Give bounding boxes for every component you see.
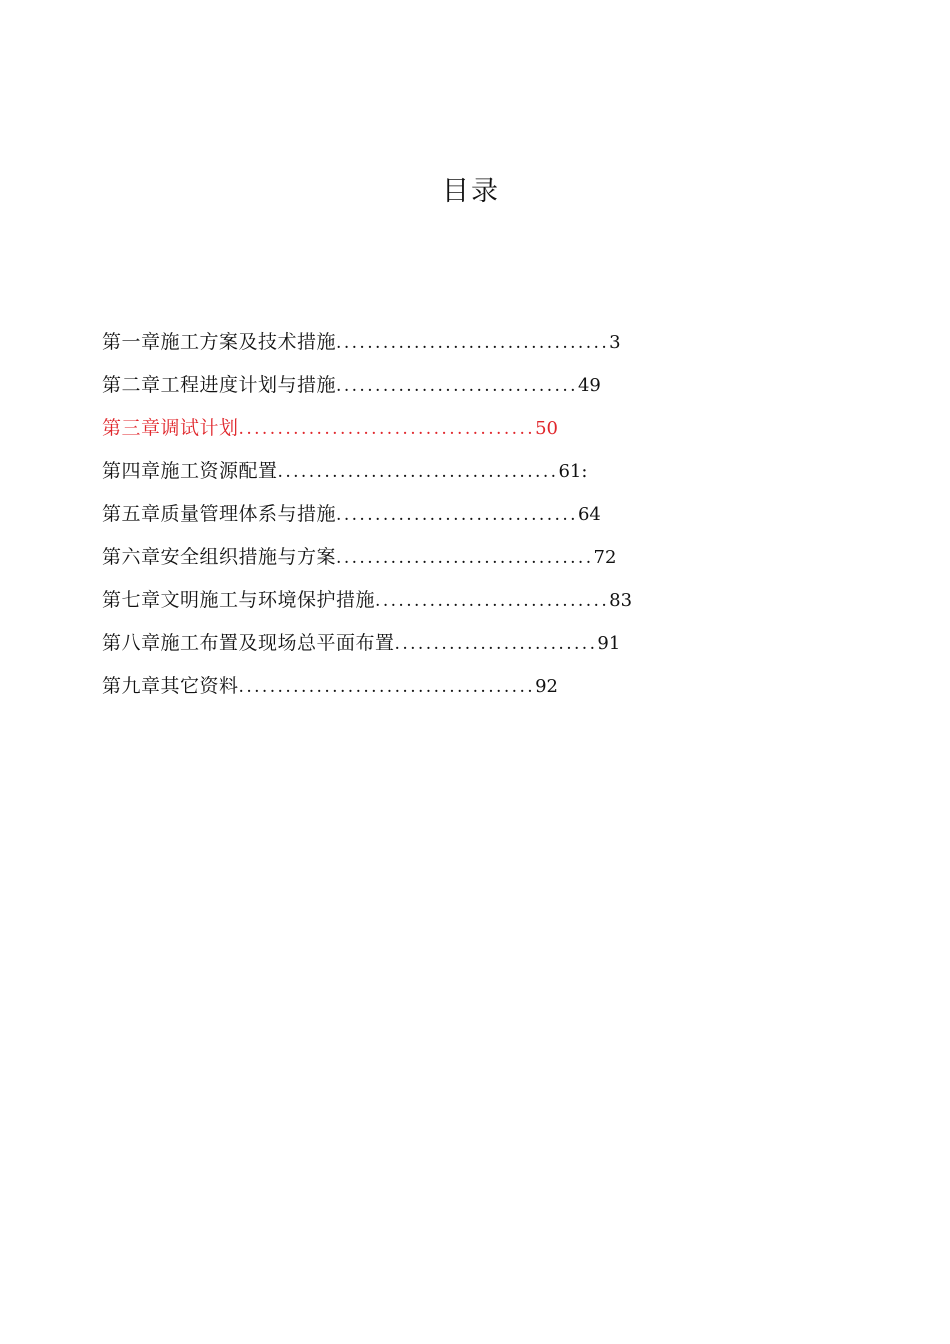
toc-entry-leader: ............................... [336, 505, 578, 525]
toc-entry-leader: ................................. [336, 548, 594, 568]
toc-entry-5[interactable] [102, 495, 632, 538]
toc-entry-title: 第七章文明施工与环境保护措施 [102, 589, 376, 611]
toc-entry-leader: .............................. [375, 591, 610, 611]
toc-entry-page: 91 [597, 633, 621, 654]
toc-entry-title: 第八章施工布置及现场总平面布置 [102, 632, 395, 654]
toc-entry-leader: ............................... [336, 376, 578, 396]
toc-entry-9[interactable] [102, 667, 632, 710]
toc-entry-title: 第三章调试计划 [102, 417, 239, 439]
toc-entry-page: 50 [535, 418, 558, 439]
toc-entry-8[interactable] [102, 624, 632, 667]
toc-entry-page: 61: [558, 461, 588, 482]
toc-entry-page: 3 [609, 332, 621, 353]
toc-list [102, 323, 632, 710]
toc-title: 目录 [442, 176, 500, 207]
toc-entry-title: 第五章质量管理体系与措施 [102, 503, 337, 525]
toc-entry-title: 第一章施工方案及技术措施 [102, 331, 337, 353]
toc-entry-leader: .................................... [277, 462, 559, 482]
toc-entry-leader: ................................... [336, 333, 610, 353]
toc-entry-3[interactable] [102, 409, 632, 452]
toc-entry-7[interactable] [102, 581, 632, 624]
toc-entry-title: 第九章其它资料 [102, 675, 239, 697]
toc-entry-4[interactable] [102, 452, 632, 495]
toc-entry-leader: ...................................... [238, 677, 536, 697]
toc-entry-6[interactable] [102, 538, 632, 581]
toc-entry-page: 92 [535, 676, 558, 697]
toc-entry-page: 83 [609, 590, 633, 611]
toc-entry-2[interactable] [102, 366, 632, 409]
toc-entry-title: 第二章工程进度计划与措施 [102, 374, 337, 396]
toc-entry-1[interactable] [102, 323, 632, 366]
toc-entry-title: 第四章施工资源配置 [102, 460, 278, 482]
toc-entry-leader: .......................... [394, 634, 598, 654]
toc-entry-page: 49 [577, 375, 601, 396]
toc-entry-page: 64 [577, 504, 601, 525]
toc-entry-title: 第六章安全组织措施与方案 [102, 546, 337, 568]
toc-entry-page: 72 [593, 547, 617, 568]
toc-entry-leader: ...................................... [238, 419, 536, 439]
